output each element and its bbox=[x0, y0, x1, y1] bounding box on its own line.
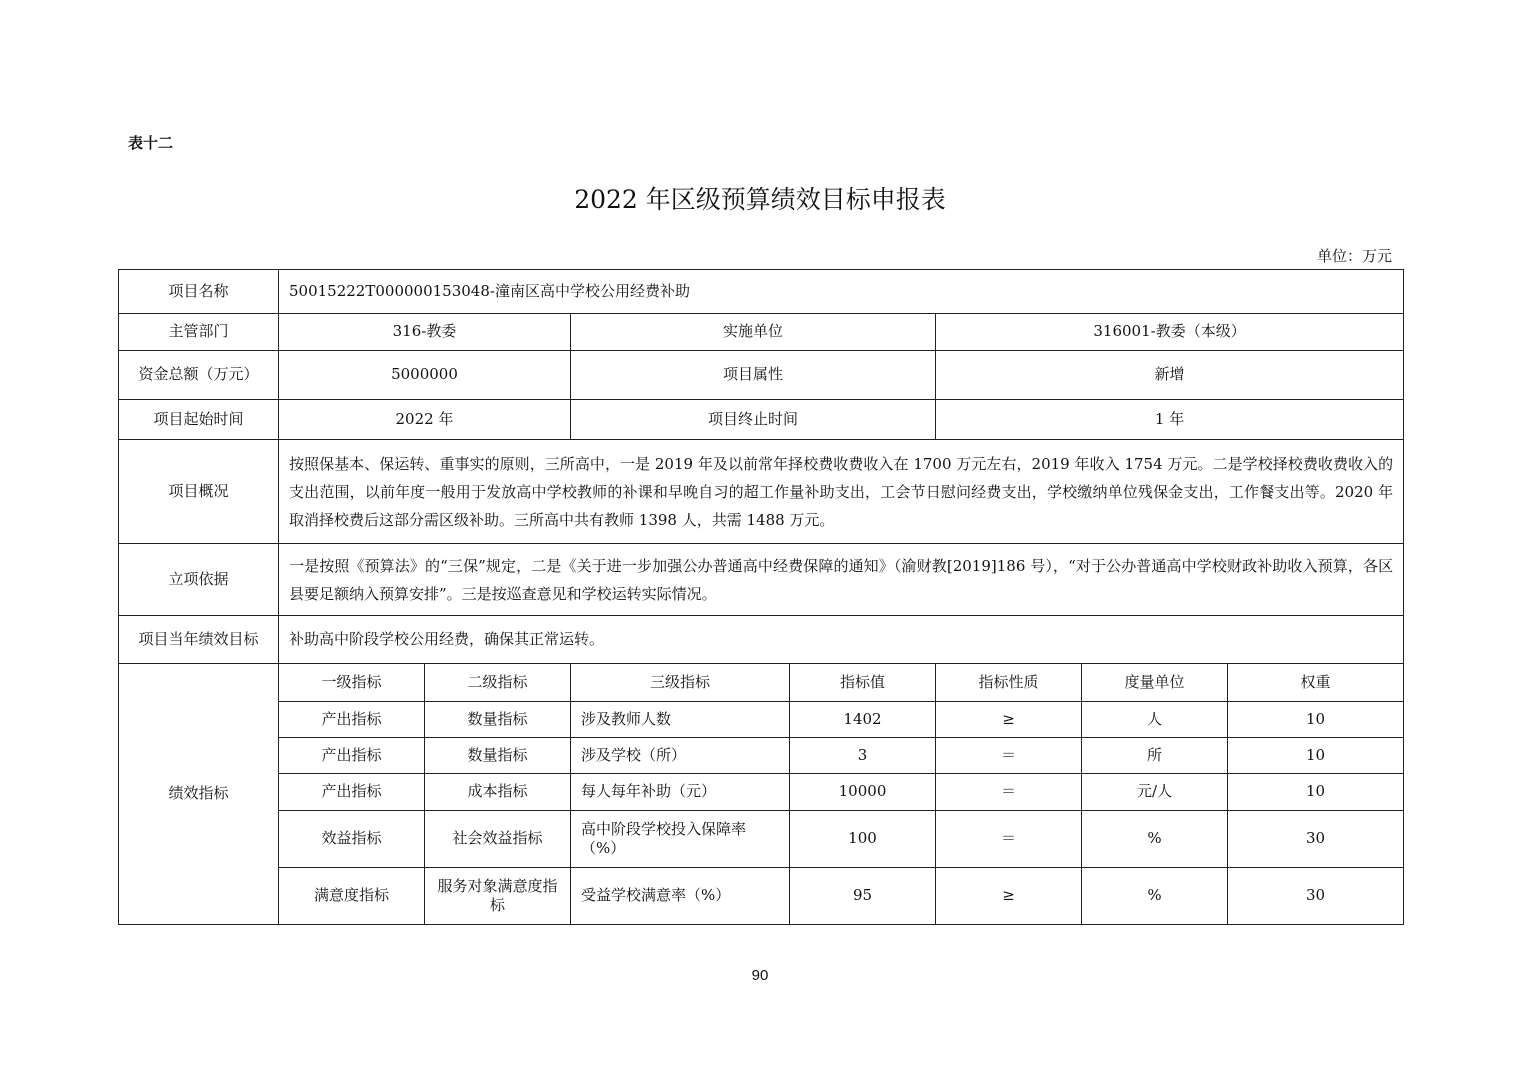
weight-cell: 30 bbox=[1228, 868, 1404, 925]
total-funds-label: 资金总额（万元） bbox=[119, 351, 279, 400]
unit-label: 单位：万元 bbox=[1316, 247, 1392, 265]
page-number: 90 bbox=[751, 967, 769, 984]
header-level2: 二级指标 bbox=[425, 664, 571, 702]
level1-cell: 产出指标 bbox=[279, 774, 425, 811]
implementing-unit-value: 316001-教委（本级） bbox=[936, 314, 1404, 351]
total-funds-value: 5000000 bbox=[279, 351, 571, 400]
unit-cell: 人 bbox=[1082, 702, 1228, 738]
unit-cell: % bbox=[1082, 868, 1228, 925]
overview-label: 项目概况 bbox=[119, 440, 279, 544]
table-row bbox=[119, 774, 1404, 811]
table-row bbox=[119, 811, 1404, 868]
level2-cell: 数量指标 bbox=[425, 738, 571, 774]
header-nature: 指标性质 bbox=[936, 664, 1082, 702]
level2-cell: 数量指标 bbox=[425, 702, 571, 738]
nature-cell: ＝ bbox=[936, 811, 1082, 868]
unit-cell: 元/人 bbox=[1082, 774, 1228, 811]
level3-cell: 涉及教师人数 bbox=[571, 702, 790, 738]
annual-goal-label: 项目当年绩效目标 bbox=[119, 616, 279, 664]
level3-cell: 受益学校满意率（%） bbox=[571, 868, 790, 925]
page-title: 2022 年区级预算绩效目标申报表 bbox=[574, 185, 946, 214]
department-label: 主管部门 bbox=[119, 314, 279, 351]
target-value-cell: 100 bbox=[790, 811, 936, 868]
row-annual-goal bbox=[119, 616, 1404, 664]
nature-cell: ＝ bbox=[936, 774, 1082, 811]
basis-value: 一是按照《预算法》的“三保”规定，二是《关于进一步加强公办普通高中经费保障的通知》（渝财教[2019]186 号），“对于公办普通高中学校财政补助收入预算，各区县要足额纳入预算安排”。三是按巡查意见和学校运转实际情况。 bbox=[279, 544, 1404, 616]
end-time-label: 项目终止时间 bbox=[571, 400, 936, 440]
level1-cell: 效益指标 bbox=[279, 811, 425, 868]
level1-cell: 满意度指标 bbox=[279, 868, 425, 925]
unit-cell: 所 bbox=[1082, 738, 1228, 774]
overview-value: 按照保基本、保运转、重事实的原则，三所高中，一是 2019 年及以前常年择校费收费收入在 1700 万元左右，2019 年收入 1754 万元。二是学校择校费收费收入的支出范围，以前年度一般用于发放高中学校教师的补课和早晚自习的超工作量补助支出，工会节日慰问经费支出，学校缴纳单位残保金支出，工作餐支出等。2020 年取消择校费后这部分需区级补助。三所高中共有教师 1398 人，共需 1488 万元。 bbox=[279, 440, 1404, 544]
implementing-unit-label: 实施单位 bbox=[571, 314, 936, 351]
table-row bbox=[119, 738, 1404, 774]
header-weight: 权重 bbox=[1228, 664, 1404, 702]
table-number: 表十二 bbox=[128, 134, 174, 152]
header-target-value: 指标值 bbox=[790, 664, 936, 702]
target-value-cell: 1402 bbox=[790, 702, 936, 738]
indicators-section-label: 绩效指标 bbox=[119, 664, 279, 925]
row-timing bbox=[119, 400, 1404, 440]
target-value-cell: 3 bbox=[790, 738, 936, 774]
project-name-value: 50015222T000000153048-潼南区高中学校公用经费补助 bbox=[279, 270, 1404, 314]
performance-target-table bbox=[118, 269, 1404, 925]
nature-cell: ＝ bbox=[936, 738, 1082, 774]
header-unit: 度量单位 bbox=[1082, 664, 1228, 702]
start-time-label: 项目起始时间 bbox=[119, 400, 279, 440]
level2-cell: 社会效益指标 bbox=[425, 811, 571, 868]
indicator-header-row bbox=[119, 664, 1404, 702]
end-time-value: 1 年 bbox=[936, 400, 1404, 440]
level1-cell: 产出指标 bbox=[279, 702, 425, 738]
project-attribute-value: 新增 bbox=[936, 351, 1404, 400]
table-row bbox=[119, 868, 1404, 925]
level3-cell: 每人每年补助（元） bbox=[571, 774, 790, 811]
row-project-name bbox=[119, 270, 1404, 314]
project-name-label: 项目名称 bbox=[119, 270, 279, 314]
weight-cell: 10 bbox=[1228, 774, 1404, 811]
nature-cell: ≥ bbox=[936, 702, 1082, 738]
level3-cell: 涉及学校（所） bbox=[571, 738, 790, 774]
nature-cell: ≥ bbox=[936, 868, 1082, 925]
weight-cell: 10 bbox=[1228, 702, 1404, 738]
level2-cell: 成本指标 bbox=[425, 774, 571, 811]
project-attribute-label: 项目属性 bbox=[571, 351, 936, 400]
target-value-cell: 10000 bbox=[790, 774, 936, 811]
weight-cell: 30 bbox=[1228, 811, 1404, 868]
header-level3: 三级指标 bbox=[571, 664, 790, 702]
header-level1: 一级指标 bbox=[279, 664, 425, 702]
annual-goal-value: 补助高中阶段学校公用经费，确保其正常运转。 bbox=[279, 616, 1404, 664]
row-department bbox=[119, 314, 1404, 351]
level2-cell: 服务对象满意度指标 bbox=[425, 868, 571, 925]
weight-cell: 10 bbox=[1228, 738, 1404, 774]
target-value-cell: 95 bbox=[790, 868, 936, 925]
level3-cell: 高中阶段学校投入保障率（%） bbox=[571, 811, 790, 868]
department-value: 316-教委 bbox=[279, 314, 571, 351]
start-time-value: 2022 年 bbox=[279, 400, 571, 440]
basis-label: 立项依据 bbox=[119, 544, 279, 616]
row-overview bbox=[119, 440, 1404, 544]
unit-cell: % bbox=[1082, 811, 1228, 868]
level1-cell: 产出指标 bbox=[279, 738, 425, 774]
row-funds bbox=[119, 351, 1404, 400]
row-basis bbox=[119, 544, 1404, 616]
table-row bbox=[119, 702, 1404, 738]
